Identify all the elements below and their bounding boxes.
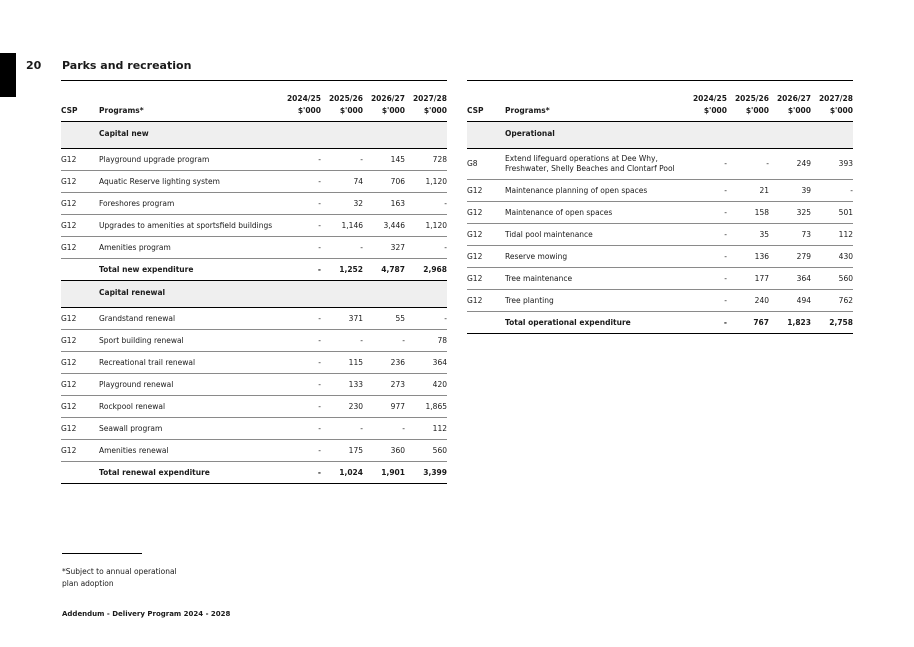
row-value: - bbox=[444, 198, 447, 208]
header-year-column bbox=[811, 93, 853, 117]
header-year-column bbox=[405, 93, 447, 117]
row-value: 21 bbox=[759, 185, 769, 195]
table-row bbox=[61, 418, 447, 440]
row-value: 393 bbox=[838, 159, 853, 168]
header-year: 2024/25 bbox=[692, 94, 727, 103]
table-row bbox=[467, 290, 853, 312]
total-value: 1,252 bbox=[339, 264, 363, 274]
row-csp: G12 bbox=[61, 313, 77, 323]
total-value: 2,758 bbox=[829, 317, 853, 327]
row-value: - bbox=[318, 423, 321, 433]
header-unit: $'000 bbox=[381, 106, 405, 115]
row-csp: G12 bbox=[61, 423, 77, 433]
row-program: Amenities program bbox=[99, 242, 171, 252]
row-value: - bbox=[360, 423, 363, 433]
row-value: - bbox=[724, 159, 727, 168]
row-program: Extend lifeguard operations at Dee Why, Freshwater, Shelly Beaches and Clontarf Pool bbox=[505, 154, 675, 173]
row-value: - bbox=[360, 242, 363, 252]
header-year-column bbox=[363, 93, 405, 117]
table-row bbox=[467, 180, 853, 202]
header-year: 2025/26 bbox=[328, 94, 363, 103]
section-heading bbox=[61, 122, 447, 149]
row-csp: G12 bbox=[61, 154, 77, 164]
row-value: 1,146 bbox=[341, 220, 363, 230]
row-csp: G12 bbox=[61, 401, 77, 411]
table-row bbox=[467, 202, 853, 224]
row-value: - bbox=[360, 154, 363, 164]
table-row bbox=[61, 330, 447, 352]
row-value: 371 bbox=[348, 313, 363, 323]
row-value: 39 bbox=[801, 185, 811, 195]
row-value: 35 bbox=[759, 229, 769, 239]
row-csp: G12 bbox=[61, 220, 77, 230]
row-value: - bbox=[444, 313, 447, 323]
row-value: - bbox=[318, 335, 321, 345]
row-value: 133 bbox=[348, 379, 363, 389]
row-value: 325 bbox=[796, 207, 811, 217]
total-value: 4,787 bbox=[381, 264, 405, 274]
table-row bbox=[61, 374, 447, 396]
row-value: 175 bbox=[348, 445, 363, 455]
header-year: 2027/28 bbox=[412, 94, 447, 103]
header-csp: CSP bbox=[61, 106, 78, 115]
row-value: 360 bbox=[390, 445, 405, 455]
row-value: 230 bbox=[348, 401, 363, 411]
row-value: - bbox=[724, 207, 727, 217]
row-value: 728 bbox=[432, 154, 447, 164]
footnote: *Subject to annual operational plan adoption bbox=[62, 567, 177, 588]
row-value: - bbox=[360, 335, 363, 345]
row-csp: G12 bbox=[61, 176, 77, 186]
header-unit: $'000 bbox=[829, 106, 853, 115]
row-program: Amenities renewal bbox=[99, 445, 169, 455]
row-value: - bbox=[318, 220, 321, 230]
row-csp: G12 bbox=[467, 251, 483, 261]
header-year-column bbox=[769, 93, 811, 117]
table-row bbox=[61, 193, 447, 215]
row-value: - bbox=[318, 379, 321, 389]
total-row bbox=[61, 462, 447, 484]
row-program: Upgrades to amenities at sportsfield buildings bbox=[99, 220, 273, 230]
header-unit: $'000 bbox=[297, 106, 321, 115]
operational-expenditure-table bbox=[467, 80, 853, 334]
row-value: 494 bbox=[796, 295, 811, 305]
table-row bbox=[61, 396, 447, 418]
header-year: 2026/27 bbox=[776, 94, 811, 103]
row-csp: G12 bbox=[467, 207, 483, 217]
row-csp: G12 bbox=[61, 242, 77, 252]
row-value: - bbox=[402, 423, 405, 433]
page-number: 20 bbox=[26, 59, 42, 72]
row-value: 3,446 bbox=[383, 220, 405, 230]
row-value: - bbox=[318, 154, 321, 164]
row-value: 1,865 bbox=[425, 401, 447, 411]
row-value: 279 bbox=[796, 251, 811, 261]
table-row bbox=[61, 308, 447, 330]
row-value: 762 bbox=[838, 295, 853, 305]
header-unit: $'000 bbox=[703, 106, 727, 115]
row-value: 236 bbox=[390, 357, 405, 367]
total-value: 3,399 bbox=[423, 467, 447, 477]
row-value: 501 bbox=[838, 207, 853, 217]
total-value: 767 bbox=[753, 317, 769, 327]
row-csp: G12 bbox=[467, 295, 483, 305]
total-label: Total new expenditure bbox=[99, 264, 194, 274]
total-value: 1,823 bbox=[787, 317, 811, 327]
row-csp: G12 bbox=[61, 357, 77, 367]
row-program: Aquatic Reserve lighting system bbox=[99, 176, 220, 186]
header-unit: $'000 bbox=[787, 106, 811, 115]
row-value: 145 bbox=[390, 154, 405, 164]
section-title: Parks and recreation bbox=[62, 59, 192, 72]
row-value: 430 bbox=[838, 251, 853, 261]
total-value: 1,024 bbox=[339, 467, 363, 477]
table-row bbox=[61, 237, 447, 259]
row-value: 240 bbox=[754, 295, 769, 305]
row-value: - bbox=[318, 198, 321, 208]
row-csp: G12 bbox=[61, 335, 77, 345]
row-program: Tree planting bbox=[505, 295, 554, 305]
row-value: 1,120 bbox=[425, 176, 447, 186]
row-value: - bbox=[402, 335, 405, 345]
header-year-column bbox=[727, 93, 769, 117]
row-value: 1,120 bbox=[425, 220, 447, 230]
row-program: Foreshores program bbox=[99, 198, 175, 208]
row-value: 78 bbox=[437, 335, 447, 345]
table-row bbox=[61, 171, 447, 193]
row-program: Grandstand renewal bbox=[99, 313, 176, 323]
header-year: 2026/27 bbox=[370, 94, 405, 103]
footnote-divider bbox=[62, 553, 142, 554]
header-year-column bbox=[685, 93, 727, 117]
row-csp: G12 bbox=[61, 445, 77, 455]
row-value: 706 bbox=[390, 176, 405, 186]
row-value: 420 bbox=[432, 379, 447, 389]
header-unit: $'000 bbox=[745, 106, 769, 115]
table-row bbox=[467, 246, 853, 268]
table-row bbox=[61, 352, 447, 374]
section-heading-label: Operational bbox=[505, 129, 555, 138]
row-csp: G12 bbox=[61, 198, 77, 208]
row-program: Playground upgrade program bbox=[99, 154, 210, 164]
row-value: - bbox=[724, 251, 727, 261]
row-program: Playground renewal bbox=[99, 379, 174, 389]
capital-expenditure-table bbox=[61, 80, 447, 484]
row-value: 163 bbox=[390, 198, 405, 208]
table-row bbox=[467, 149, 853, 180]
row-value: - bbox=[318, 401, 321, 411]
total-label: Total operational expenditure bbox=[505, 317, 631, 327]
table-row bbox=[61, 440, 447, 462]
header-csp: CSP bbox=[467, 106, 484, 115]
header-year: 2024/25 bbox=[286, 94, 321, 103]
row-value: 977 bbox=[390, 401, 405, 411]
section-heading-label: Capital renewal bbox=[99, 288, 166, 297]
row-csp: G12 bbox=[467, 273, 483, 283]
total-label: Total renewal expenditure bbox=[99, 467, 210, 477]
header-programs: Programs* bbox=[99, 106, 144, 115]
row-value: 273 bbox=[390, 379, 405, 389]
header-programs: Programs* bbox=[505, 106, 550, 115]
row-value: 560 bbox=[432, 445, 447, 455]
row-value: 32 bbox=[353, 198, 363, 208]
total-value: 2,968 bbox=[423, 264, 447, 274]
row-value: 560 bbox=[838, 273, 853, 283]
row-value: - bbox=[724, 185, 727, 195]
row-value: 177 bbox=[754, 273, 769, 283]
row-program: Recreational trail renewal bbox=[99, 357, 196, 367]
header-unit: $'000 bbox=[339, 106, 363, 115]
header-year-column bbox=[321, 93, 363, 117]
row-value: - bbox=[850, 185, 853, 195]
row-value: - bbox=[766, 159, 769, 168]
header-year: 2025/26 bbox=[734, 94, 769, 103]
row-program: Tidal pool maintenance bbox=[505, 229, 593, 239]
header-unit: $'000 bbox=[423, 106, 447, 115]
row-value: 55 bbox=[395, 313, 405, 323]
row-csp: G12 bbox=[61, 379, 77, 389]
row-value: 74 bbox=[353, 176, 363, 186]
total-row bbox=[61, 259, 447, 281]
total-value: - bbox=[317, 467, 321, 477]
row-value: - bbox=[724, 295, 727, 305]
row-value: 73 bbox=[801, 229, 811, 239]
row-value: - bbox=[318, 357, 321, 367]
row-program: Reserve mowing bbox=[505, 251, 568, 261]
row-value: 112 bbox=[838, 229, 853, 239]
row-value: - bbox=[724, 229, 727, 239]
section-heading bbox=[61, 281, 447, 308]
row-value: 136 bbox=[754, 251, 769, 261]
row-csp: G8 bbox=[467, 159, 478, 168]
row-value: - bbox=[444, 242, 447, 252]
page-tab-marker bbox=[0, 53, 16, 97]
row-csp: G12 bbox=[467, 185, 483, 195]
page-footer: Addendum - Delivery Program 2024 - 2028 bbox=[62, 610, 231, 618]
row-value: 249 bbox=[796, 159, 811, 168]
row-program: Maintenance planning of open spaces bbox=[505, 185, 648, 195]
row-program: Tree maintenance bbox=[505, 273, 573, 283]
row-value: - bbox=[318, 242, 321, 252]
row-value: 364 bbox=[796, 273, 811, 283]
row-value: 115 bbox=[348, 357, 363, 367]
row-program: Rockpool renewal bbox=[99, 401, 166, 411]
row-program: Maintenance of open spaces bbox=[505, 207, 613, 217]
row-program: Sport building renewal bbox=[99, 335, 184, 345]
table-row bbox=[467, 268, 853, 290]
row-value: 112 bbox=[432, 423, 447, 433]
row-value: 364 bbox=[432, 357, 447, 367]
header-year-column bbox=[279, 93, 321, 117]
section-heading-label: Capital new bbox=[99, 129, 149, 138]
row-value: 327 bbox=[390, 242, 405, 252]
section-heading bbox=[467, 122, 853, 149]
total-value: 1,901 bbox=[381, 467, 405, 477]
total-value: - bbox=[317, 264, 321, 274]
row-value: 158 bbox=[754, 207, 769, 217]
table-row bbox=[467, 224, 853, 246]
row-value: - bbox=[318, 313, 321, 323]
total-value: - bbox=[723, 317, 727, 327]
row-csp: G12 bbox=[467, 229, 483, 239]
table-header bbox=[61, 81, 447, 122]
row-program: Seawall program bbox=[99, 423, 163, 433]
table-row bbox=[61, 215, 447, 237]
table-row bbox=[61, 149, 447, 171]
row-value: - bbox=[318, 445, 321, 455]
total-row bbox=[467, 312, 853, 334]
table-header bbox=[467, 81, 853, 122]
header-year: 2027/28 bbox=[818, 94, 853, 103]
row-value: - bbox=[318, 176, 321, 186]
row-value: - bbox=[724, 273, 727, 283]
